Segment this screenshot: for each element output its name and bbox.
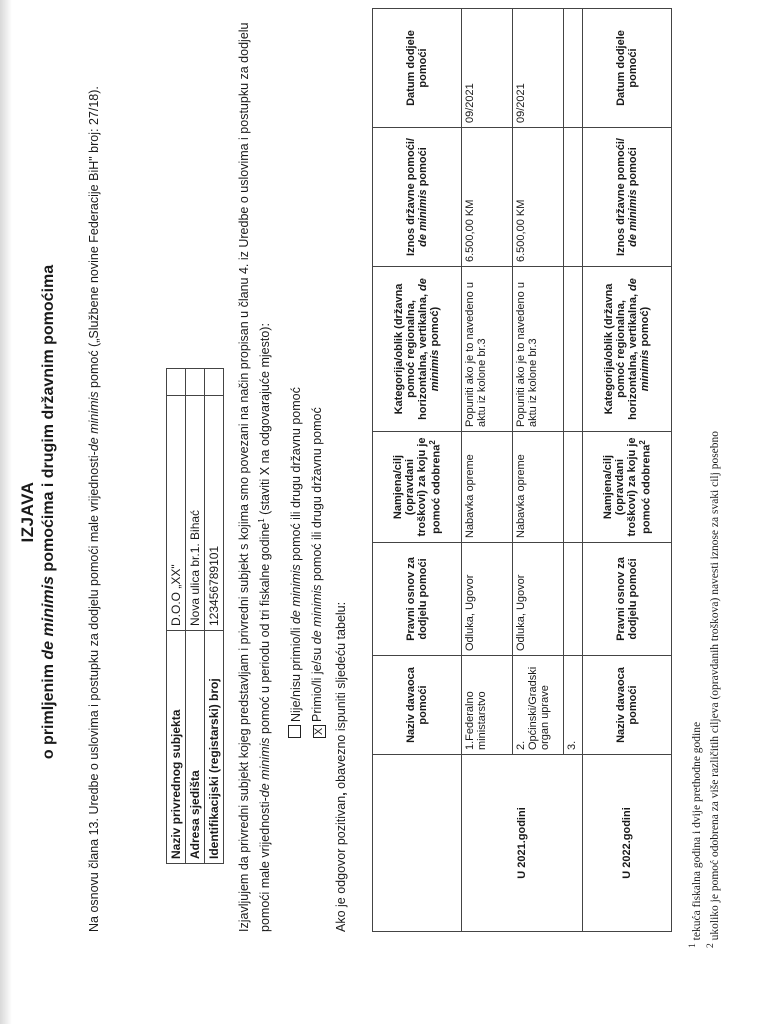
row3-amount [564, 128, 583, 267]
year-2021-label: U 2021.godini [462, 755, 583, 932]
company-id-extra-cell [205, 369, 224, 396]
row2-amount: 6.500,00 KM [513, 128, 564, 267]
header-purpose-2022: Namjena/cilj (opravdani troškovi) za koju je pomoć odobrena$^2$ [583, 432, 672, 543]
row3-provider: 3. [564, 656, 583, 755]
row2-provider: 2. Općinski/Gradski organ uprave [513, 656, 564, 755]
row2-date: 09/2021 [513, 9, 564, 128]
option-received[interactable]: XPrimio/li je/su de minimis pomoć ili drugu državnu pomoć [310, 407, 326, 738]
company-id-value: 123456789101 [205, 396, 224, 631]
table-header-row [373, 9, 462, 932]
company-address-label: Adresa sjedišta [186, 631, 205, 864]
header-purpose: Namjena/cilj (opravdani troškovi) za koju je pomoć odobrena$^2$ [373, 432, 462, 543]
company-name-extra-cell [167, 369, 186, 396]
company-name-value: D.O.O „XX" [167, 396, 186, 631]
row1-provider: 1.Federalno ministarstvo [462, 656, 513, 755]
header-category-2022: Kategorija/oblik (državna pomoć regionalna, horizontalna, vertikalna, de minimis pomoć) [583, 267, 672, 432]
footnote-1: $^1$ tekuća fiskalna godina i dvije prethodne godine [687, 721, 703, 948]
company-address-row [186, 369, 205, 864]
footnotes [686, 48, 722, 948]
header-provider-2022: Naziv davaoca pomoći [583, 656, 672, 755]
row2-category: Popuniti ako je to navedeno u aktu iz kolone br.3 [513, 267, 564, 432]
positive-answer-note: Ako je odgovor pozitivan, obavezno ispuniti sljedeću tabelu: [334, 601, 348, 932]
header-amount-2022: Iznos državne pomoći/ de minimis pomoći [583, 128, 672, 267]
row2-legal-basis: Odluka, Ugovor [513, 543, 564, 656]
statement-paragraph: Izjavljujem da privredni subjekt kojeg predstavljam i privredni subjekt s kojima smo povezani na način propisan u članu 4. iz Uredbe o uslovima i postupku za dodjelu pomoći male vrijednosti-de minimis pomoć u periodu od tri fiskalne godine$^1$ (staviti X na odgovarajuće mjesto): [237, 22, 273, 932]
row1-amount: 6.500,00 KM [462, 128, 513, 267]
company-id-row [205, 369, 224, 864]
row1-legal-basis: Odluka, Ugovor [462, 543, 513, 656]
company-id-label: Identifikacijski (registarski) broj [205, 631, 224, 864]
row1-purpose: Nabavka opreme [462, 432, 513, 543]
table-row [462, 9, 513, 932]
header-date-2022: Datum dodjele pomoći [583, 9, 672, 128]
header-date: Datum dodjele pomoći [373, 9, 462, 128]
company-name-label: Naziv privrednog subjekta [167, 631, 186, 864]
option-not-received[interactable]: Nije/nisu primio/li de minimis pomoć ili drugu državnu pomoć [288, 387, 303, 738]
checkbox-received[interactable]: X [313, 725, 326, 738]
company-address-value: Nova ulica br.1. Bihać [186, 396, 205, 631]
row3-purpose [564, 432, 583, 543]
row3-category [564, 267, 583, 432]
document-subtitle: o primljenim de minimis pomoćima i drugim državnim pomoćima [40, 264, 57, 760]
year-cell-empty [373, 755, 462, 932]
header-legal-basis: Pravni osnov za dodjelu pomoći [373, 543, 462, 656]
intro-paragraph: Na osnovu člana 13. Uredbe o uslovima i postupku za dodjelu pomoći male vrijednosti-de minimis pomoć („Službene novine Federacije BiH" broj: 27/18). [87, 86, 101, 932]
aid-table [372, 8, 672, 932]
company-name-row [167, 369, 186, 864]
header-legal-basis-2022: Pravni osnov za dodjelu pomoći [583, 543, 672, 656]
scan-edge-shadow [0, 0, 12, 1024]
row3-date [564, 9, 583, 128]
table-header-row-2022 [583, 9, 672, 932]
document-title: IZJAVA [18, 481, 37, 543]
row1-date: 09/2021 [462, 9, 513, 128]
header-provider: Naziv davaoca pomoći [373, 656, 462, 755]
company-info-table [166, 368, 224, 864]
header-category: Kategorija/oblik (državna pomoć regionalna, horizontalna, vertikalna, de minimis pomoć) [373, 267, 462, 432]
footnote-2: $^2$ ukoliko je pomoć odobrena za više različitih ciljeva (opravdanih troškova) navesti iznose za svaki cilj posebno [704, 430, 721, 948]
row3-legal-basis [564, 543, 583, 656]
checkbox-not-received[interactable] [288, 725, 301, 738]
header-amount: Iznos državne pomoći/ de minimis pomoći [373, 128, 462, 267]
company-address-extra-cell [186, 369, 205, 396]
row1-category: Popuniti ako je to navedeno u aktu iz kolone br.3 [462, 267, 513, 432]
row2-purpose: Nabavka opreme [513, 432, 564, 543]
year-2022-label: U 2022.godini [583, 755, 672, 932]
